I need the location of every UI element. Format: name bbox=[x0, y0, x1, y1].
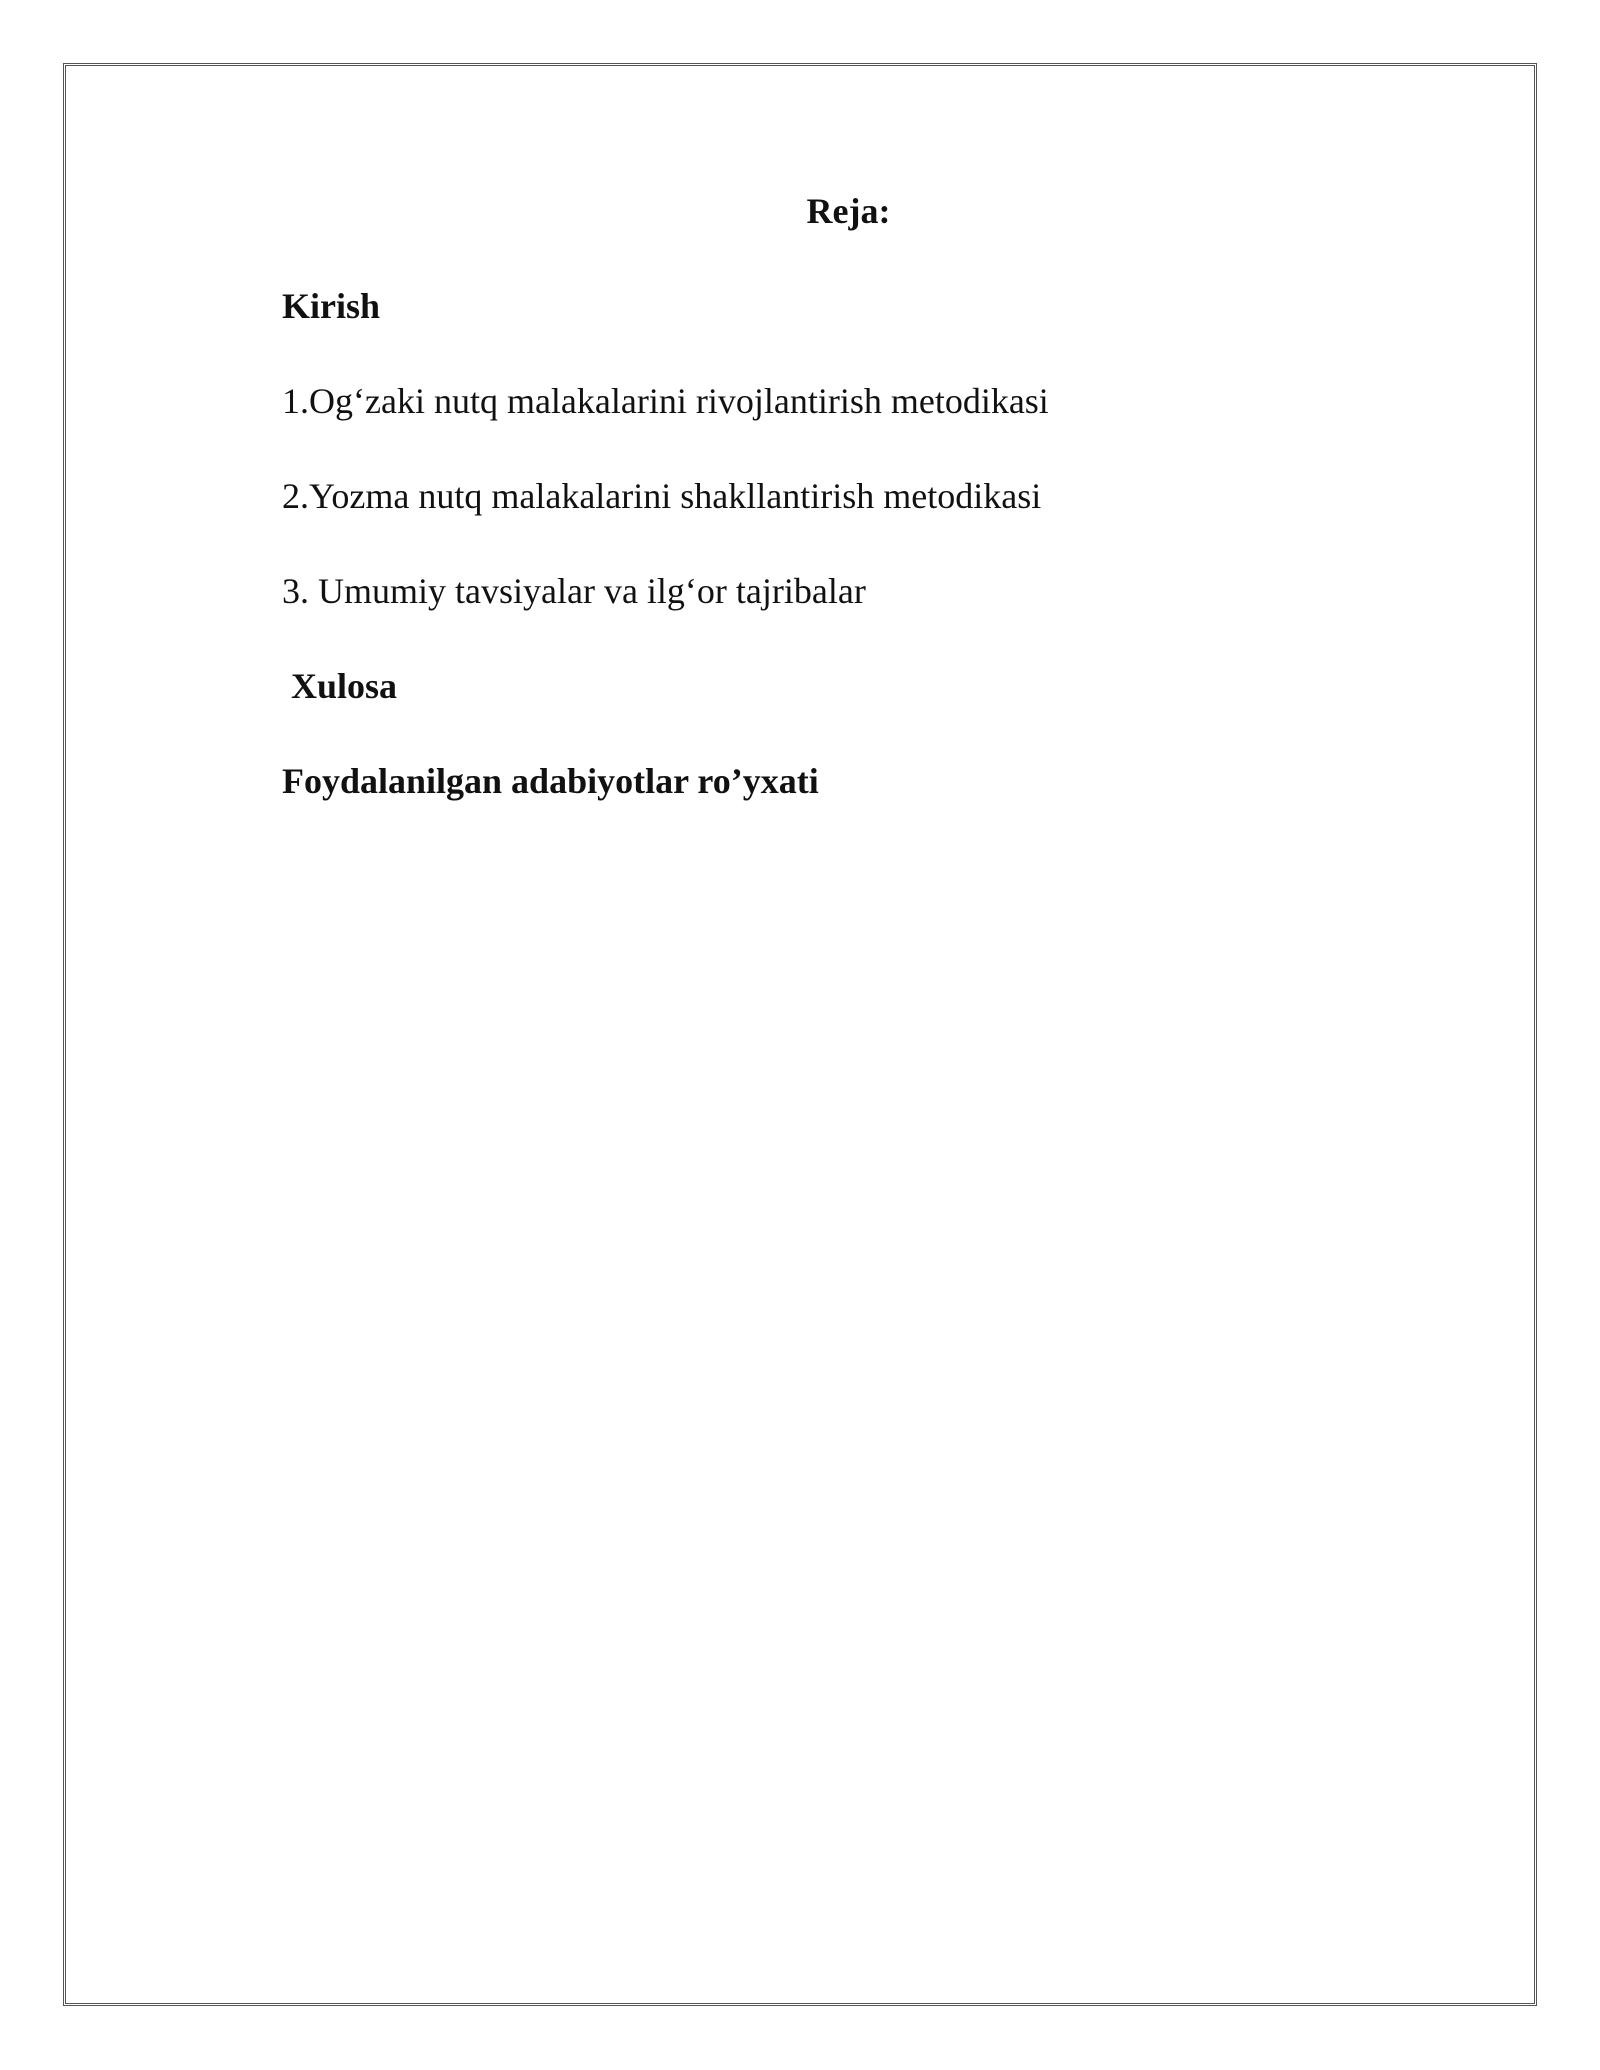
plan-item-conclusion: Xulosa bbox=[291, 666, 398, 706]
plan-item-recommendations: 3. Umumiy tavsiyalar va ilg‘or tajribalar bbox=[282, 571, 866, 611]
plan-list bbox=[282, 280, 1049, 850]
plan-item-written-speech: 2.Yozma nutq malakalarini shakllantirish metodikasi bbox=[282, 476, 1042, 516]
plan-item-oral-speech: 1.Og‘zaki nutq malakalarini rivojlantirish metodikasi bbox=[282, 381, 1049, 421]
plan-item-introduction: Kirish bbox=[282, 286, 381, 326]
plan-title: Reja: bbox=[806, 191, 891, 231]
plan-item-references: Foydalanilgan adabiyotlar ro’yxati bbox=[282, 761, 819, 801]
